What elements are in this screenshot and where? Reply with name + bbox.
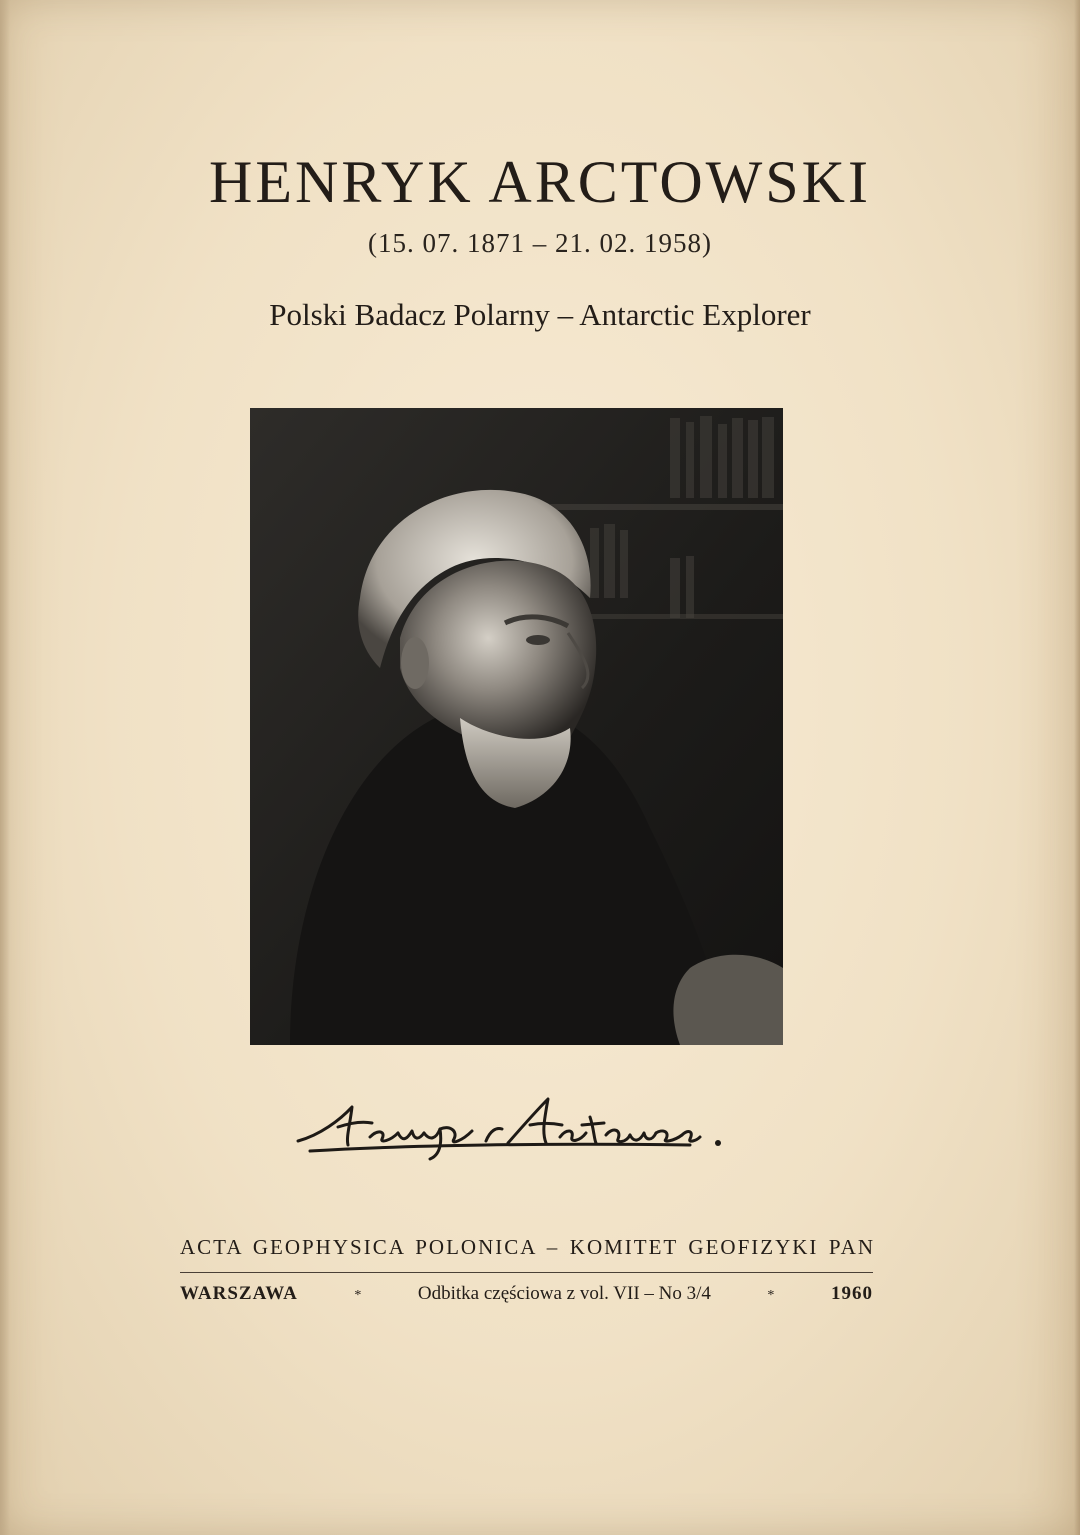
portrait-photo xyxy=(250,408,783,1045)
footer-divider xyxy=(180,1272,873,1273)
publication-place: WARSZAWA xyxy=(180,1283,298,1304)
handwritten-signature xyxy=(290,1085,740,1165)
journal-line: ACTA GEOPHYSICA POLONICA – KOMITET GEOFIZYKI PAN xyxy=(180,1235,875,1259)
life-dates: (15. 07. 1871 – 21. 02. 1958) xyxy=(368,228,712,258)
separator-star: * xyxy=(354,1288,362,1303)
publication-footer xyxy=(180,1283,873,1305)
publication-year: 1960 xyxy=(830,1283,873,1304)
edition-info: Odbitka częściowa z vol. VII – No 3/4 xyxy=(417,1283,711,1304)
separator-star: * xyxy=(767,1288,775,1303)
cover-subtitle: Polski Badacz Polarny – Antarctic Explorer xyxy=(269,297,811,332)
cover-title: HENRYK ARCTOWSKI xyxy=(209,149,871,215)
